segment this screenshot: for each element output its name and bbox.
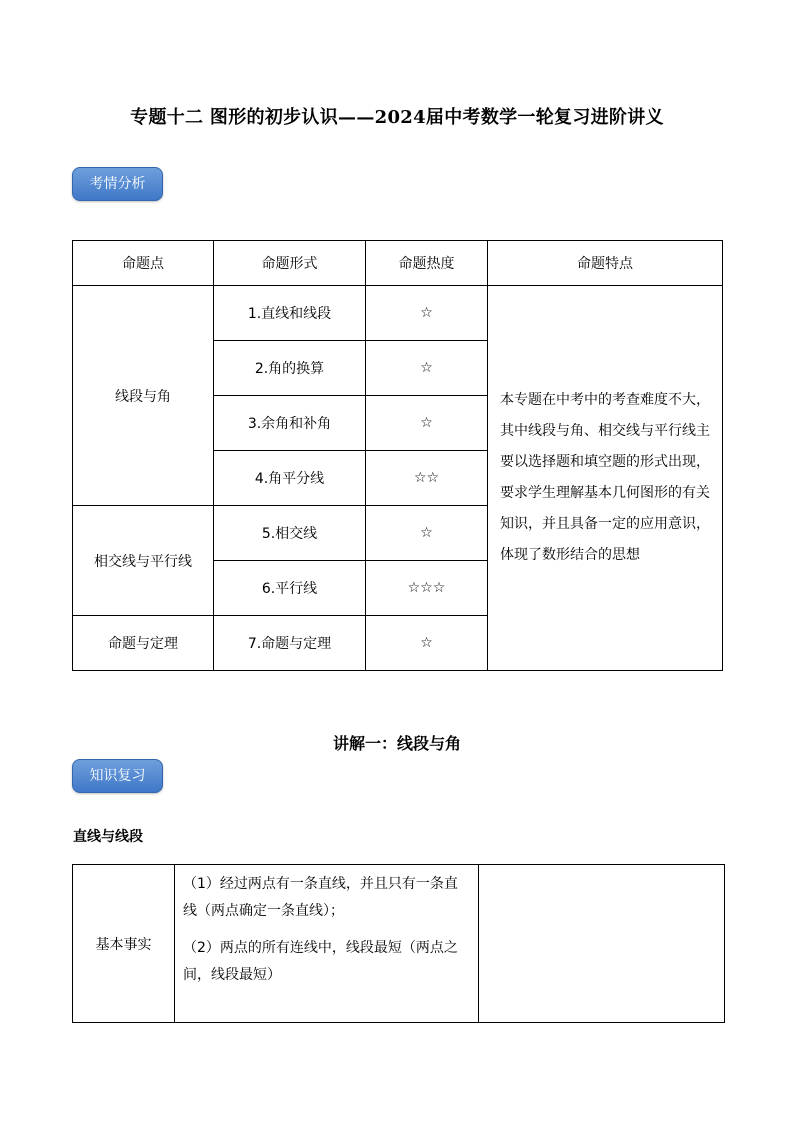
analysis-badge: 考情分析 — [72, 167, 163, 201]
review-badge: 知识复习 — [72, 759, 163, 793]
heat-cell: ☆ — [366, 341, 488, 396]
heat-cell: ☆ — [366, 616, 488, 671]
facts-table — [72, 864, 725, 1023]
subheading: 直线与线段 — [73, 829, 143, 845]
header-cell: 命题热度 — [366, 241, 488, 286]
facts-label-cell: 基本事实 — [73, 865, 175, 1023]
table-row — [73, 286, 723, 341]
form-cell: 3.余角和补角 — [214, 396, 366, 451]
form-cell: 6.平行线 — [214, 561, 366, 616]
heat-cell: ☆☆☆ — [366, 561, 488, 616]
form-cell: 7.命题与定理 — [214, 616, 366, 671]
fact-item: （1）经过两点有一条直线，并且只有一条直线（两点确定一条直线）； — [183, 876, 458, 919]
table-header-row — [73, 241, 723, 286]
facts-content-cell — [175, 865, 479, 1023]
table-row — [73, 865, 725, 1023]
facts-extra-cell — [479, 865, 725, 1023]
heat-cell: ☆ — [366, 286, 488, 341]
group-cell: 命题与定理 — [73, 616, 214, 671]
header-cell: 命题点 — [73, 241, 214, 286]
heat-cell: ☆☆ — [366, 451, 488, 506]
form-cell: 1.直线和线段 — [214, 286, 366, 341]
group-cell: 线段与角 — [73, 286, 214, 506]
form-cell: 4.角平分线 — [214, 451, 366, 506]
analysis-table — [72, 240, 723, 671]
heat-cell: ☆ — [366, 506, 488, 561]
group-cell: 相交线与平行线 — [73, 506, 214, 616]
form-cell: 2.角的换算 — [214, 341, 366, 396]
header-cell: 命题特点 — [488, 241, 723, 286]
form-cell: 5.相交线 — [214, 506, 366, 561]
header-cell: 命题形式 — [214, 241, 366, 286]
heat-cell: ☆ — [366, 396, 488, 451]
feature-cell: 本专题在中考中的考查难度不大，其中线段与角、相交线与平行线主要以选择题和填空题的形式出现，要求学生理解基本几何图形的有关知识，并且具备一定的应用意识，体现了数形结合的思想 — [488, 286, 723, 671]
section-title: 讲解一：线段与角 — [332, 734, 461, 753]
fact-item: （2）两点的所有连线中，线段最短（两点之间，线段最短） — [183, 940, 458, 983]
page-title: 专题十二 图形的初步认识——2024届中考数学一轮复习进阶讲义 — [130, 107, 664, 128]
